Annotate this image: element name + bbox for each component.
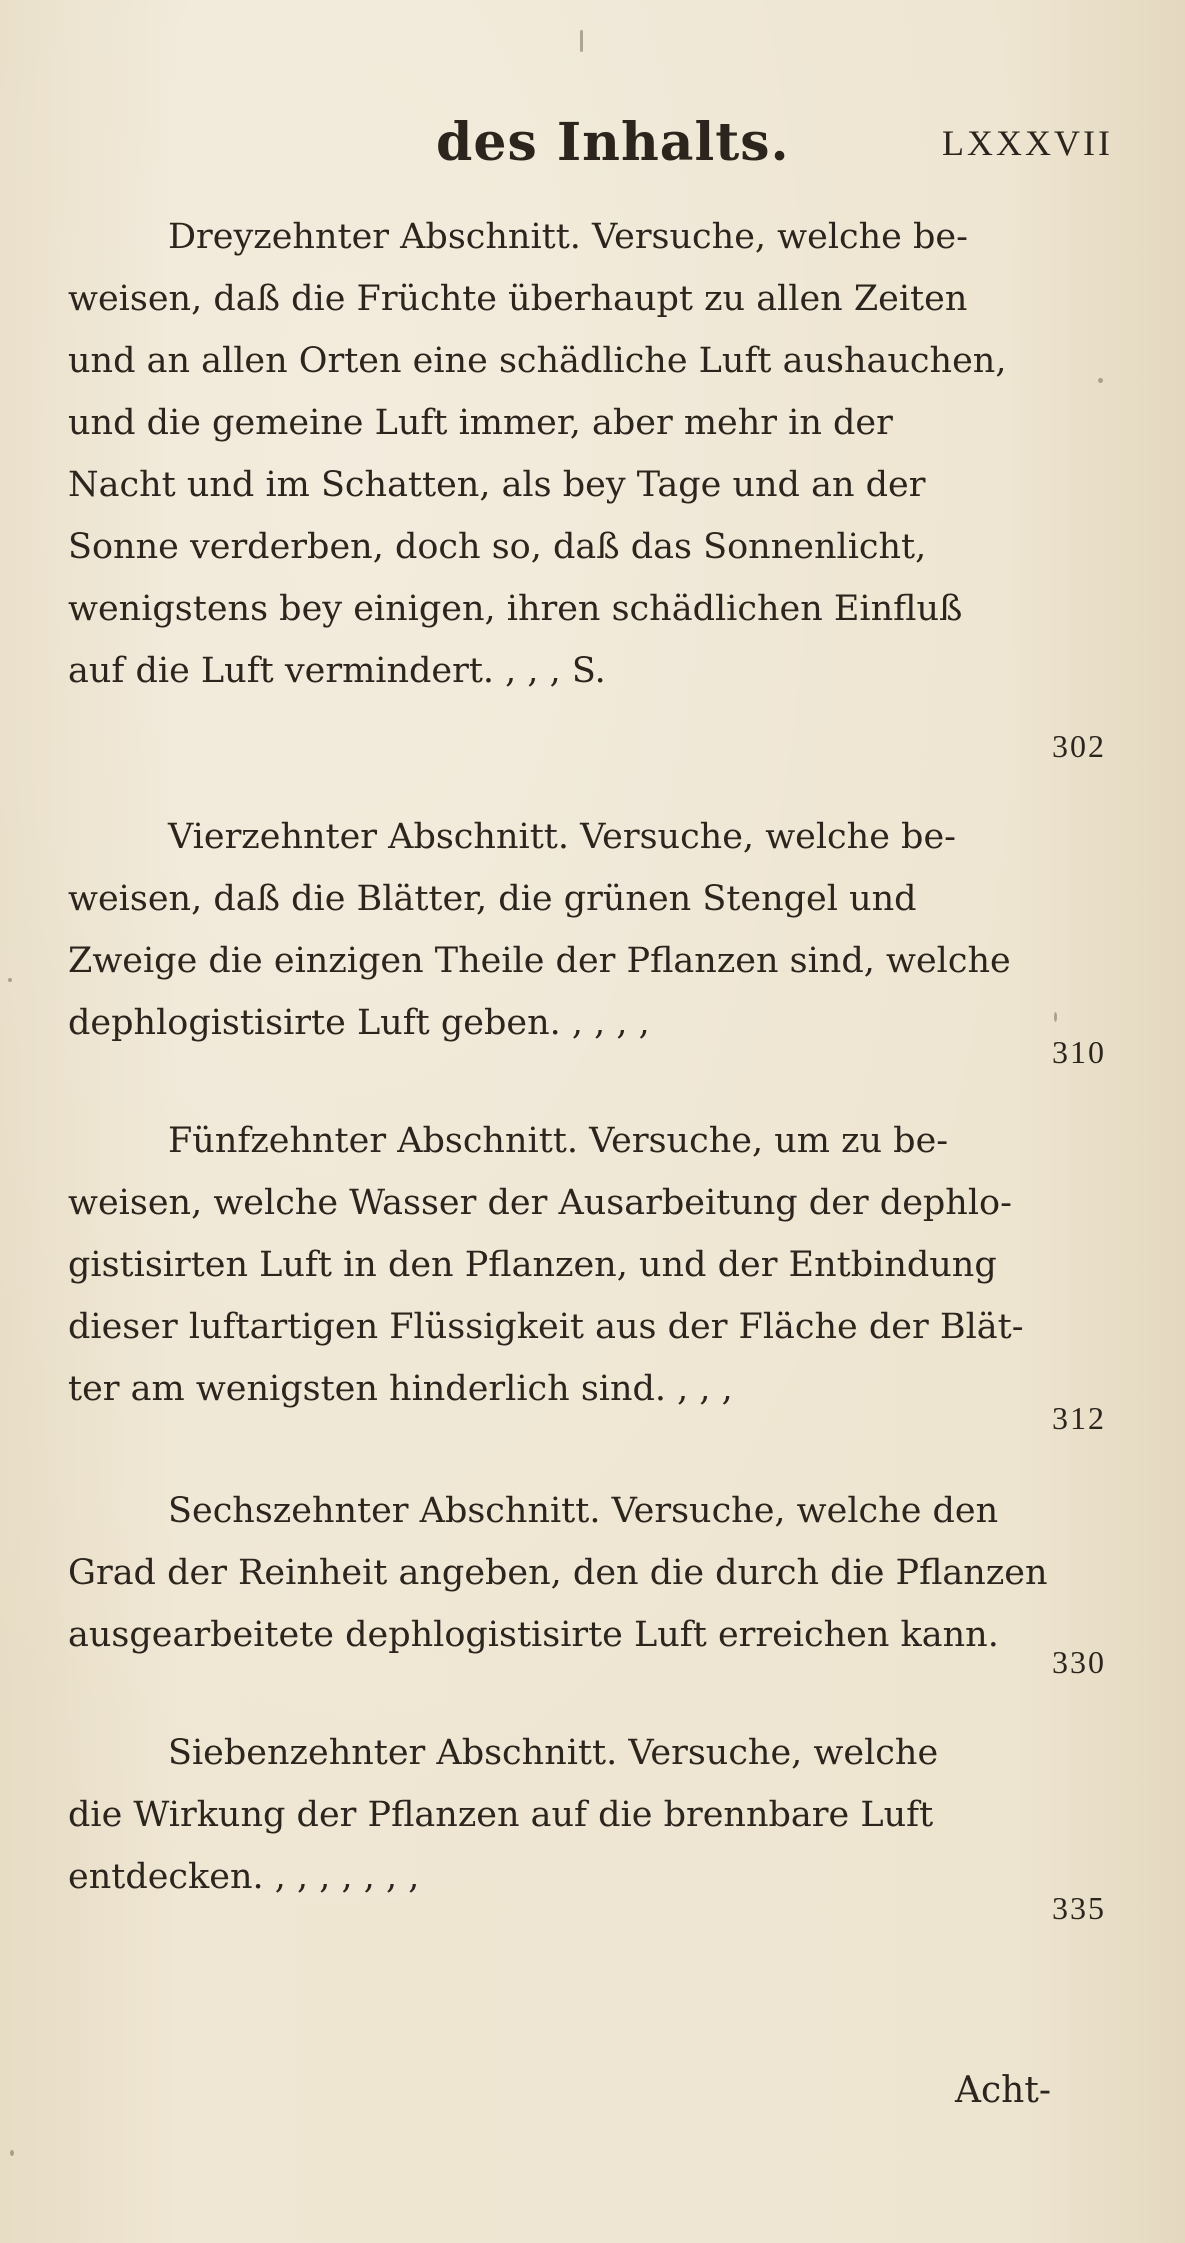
entry-line: entdecken. , , , , , , , — [68, 1857, 420, 1897]
paper-speck — [580, 30, 583, 52]
folio-page-number: LXXXVII — [942, 123, 1113, 163]
catchword: Acht- — [955, 2070, 1051, 2111]
entry-line: Sechszehnter Abschnitt. Versuche, welche den — [168, 1491, 999, 1531]
paper-speck — [8, 978, 12, 982]
entry-line: gistisirten Luft in den Pflanzen, und der Entbindung — [68, 1245, 997, 1285]
entry-line: weisen, daß die Früchte überhaupt zu allen Zeiten — [68, 279, 968, 319]
paper-speck — [1054, 1012, 1057, 1022]
entry-line: ter am wenigsten hinderlich sind. , , , — [68, 1369, 733, 1409]
paper-speck — [1098, 378, 1103, 383]
entry-line: Zweige die einzigen Theile der Pflanzen sind, welche — [68, 941, 1011, 981]
entry-page-number: 312 — [1052, 1400, 1106, 1436]
entry-line: Sonne verderben, doch so, daß das Sonnenlicht, — [68, 527, 927, 567]
entry-line: weisen, daß die Blätter, die grünen Stengel und — [68, 879, 917, 919]
entry-line: die Wirkung der Pflanzen auf die brennbare Luft — [68, 1795, 934, 1835]
entry-line: wenigstens bey einigen, ihren schädlichen Einfluß — [68, 589, 963, 629]
toc-entry-13 — [68, 206, 1048, 702]
entry-line: dephlogistisirte Luft geben. , , , , — [68, 1003, 650, 1043]
entry-line: ausgearbeitete dephlogistisirte Luft erreichen kann. — [68, 1615, 999, 1655]
entry-line: Siebenzehnter Abschnitt. Versuche, welche — [168, 1733, 939, 1773]
paper-speck — [10, 2150, 14, 2156]
toc-entry-17 — [68, 1722, 1048, 1908]
entry-line: dieser luftartigen Flüssigkeit aus der Fläche der Blät- — [68, 1307, 1024, 1347]
entry-line: Nacht und im Schatten, als bey Tage und an der — [68, 465, 926, 505]
entry-line: Vierzehnter Abschnitt. Versuche, welche be- — [168, 817, 956, 857]
entry-page-number: 302 — [1052, 728, 1106, 764]
entry-line: weisen, welche Wasser der Ausarbeitung der dephlo- — [68, 1183, 1012, 1223]
entry-line: Fünfzehnter Abschnitt. Versuche, um zu be- — [168, 1121, 949, 1161]
entry-line: Grad der Reinheit angeben, den die durch die Pflanzen — [68, 1553, 1048, 1593]
entry-line: und die gemeine Luft immer, aber mehr in der — [68, 403, 893, 443]
toc-entry-16 — [68, 1480, 1048, 1666]
entry-page-number: 310 — [1052, 1034, 1106, 1070]
entry-page-number: 330 — [1052, 1644, 1106, 1680]
entry-line: auf die Luft vermindert. , , , S. — [68, 651, 606, 691]
entry-line: Dreyzehnter Abschnitt. Versuche, welche be- — [168, 217, 968, 257]
running-head: des Inhalts. — [436, 112, 790, 173]
entry-page-number: 335 — [1052, 1890, 1106, 1926]
toc-entry-15 — [68, 1110, 1048, 1420]
toc-entry-14 — [68, 806, 1048, 1054]
entry-line: und an allen Orten eine schädliche Luft aushauchen, — [68, 341, 1007, 381]
